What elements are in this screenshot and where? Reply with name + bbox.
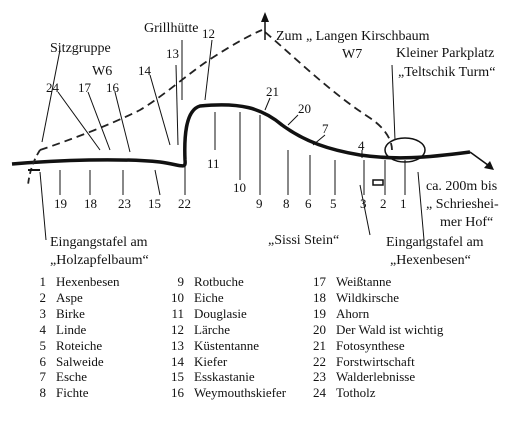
dashed-path-w7: [265, 32, 392, 150]
station-number: 24: [46, 80, 59, 95]
legend-column-3: [310, 274, 443, 401]
label-zum-langen-kirschbaum: Zum „ Langen Kirschbaum: [276, 29, 430, 44]
label-eingangstafel-hexenbesen-1: Eingangstafel am: [386, 235, 484, 250]
station-number: 13: [166, 46, 179, 61]
station-number: 2: [380, 196, 387, 211]
label-sitzgruppe: Sitzgruppe: [50, 41, 111, 56]
station-number: 7: [322, 121, 329, 136]
legend-item: 5 Roteiche: [39, 337, 103, 353]
legend-item: 19 Ahorn: [313, 305, 370, 321]
label-sissi-stein: „Sissi Stein“: [268, 233, 340, 248]
legend-column-1: [30, 274, 120, 401]
dashed-path-left: [28, 150, 40, 185]
station-number: 19: [54, 196, 67, 211]
label-eingangstafel-holzapfelbaum-1: Eingangstafel am: [50, 235, 148, 250]
legend-item: 6 Salweide: [39, 353, 104, 369]
legend-item: 15 Esskastanie: [171, 369, 255, 385]
station-number: 20: [298, 101, 311, 116]
station-number: 11: [207, 156, 220, 171]
station-number: 21: [266, 84, 279, 99]
legend-item: 12 Lärche: [171, 321, 231, 337]
station-number: 18: [84, 196, 97, 211]
label-eingangstafel-holzapfelbaum-2: „Holzapfelbaum“: [50, 253, 149, 268]
label-schriesheimer-2: „ Schrieshei-: [426, 197, 499, 212]
station-number: 3: [360, 196, 367, 211]
legend-item: 8 Fichte: [39, 385, 89, 401]
station-number: 4: [358, 138, 365, 153]
label-w6: W6: [92, 64, 113, 79]
legend-item: 4 Linde: [39, 321, 87, 337]
label-w7: W7: [342, 47, 363, 62]
legend-item: 3 Birke: [39, 305, 85, 321]
station-number: 15: [148, 196, 161, 211]
legend-item: 13 Küstentanne: [171, 337, 259, 353]
arrow-up-icon: [261, 12, 269, 40]
legend-item: 24 Totholz: [313, 385, 376, 401]
station-number: 9: [256, 196, 263, 211]
station-number: 6: [305, 196, 312, 211]
legend-item: 22 Forstwirtschaft: [313, 353, 415, 369]
legend-item: 16 Weymouthskiefer: [171, 385, 287, 401]
label-kleiner-parkplatz: Kleiner Parkplatz: [396, 46, 495, 61]
sissi-stone-marker: [373, 180, 383, 185]
legend-item: 9 Rotbuche: [177, 274, 244, 289]
station-number: 12: [202, 26, 215, 41]
legend-item: 14 Kiefer: [171, 353, 228, 369]
legend-item: 20 Der Wald ist wichtig: [313, 321, 444, 337]
station-number: 5: [330, 196, 337, 211]
label-teltschik-turm: „Teltschik Turm“: [398, 65, 496, 80]
label-schriesheimer-1: ca. 200m bis: [426, 179, 498, 194]
station-number: 10: [233, 180, 246, 195]
station-number: 8: [283, 196, 290, 211]
arrow-right-icon: [470, 152, 494, 170]
legend-item: 21 Fotosynthese: [313, 337, 405, 353]
station-number: 22: [178, 196, 191, 211]
legend-item: 2 Aspe: [39, 289, 83, 305]
legend-item: 18 Wildkirsche: [313, 289, 400, 305]
station-number: 17: [78, 80, 91, 95]
legend-item: 10 Eiche: [171, 289, 224, 305]
legend-item: 17 Weißtanne: [313, 274, 392, 289]
legend-item: 23 Walderlebnisse: [313, 369, 416, 385]
station-number: 16: [106, 80, 119, 95]
legend-item: 1 Hexenbesen: [39, 274, 120, 289]
legend-item: 7 Esche: [39, 369, 88, 385]
legend-column-2: [168, 274, 286, 401]
station-number: 1: [400, 196, 407, 211]
station-number: 14: [138, 63, 151, 78]
label-eingangstafel-hexenbesen-2: „Hexenbesen“: [390, 253, 471, 268]
label-schriesheimer-3: mer Hof“: [440, 215, 494, 230]
station-number: 23: [118, 196, 131, 211]
legend: [0, 270, 518, 426]
label-grillhuette: Grillhütte: [144, 21, 199, 36]
legend-item: 11 Douglasie: [171, 305, 247, 321]
